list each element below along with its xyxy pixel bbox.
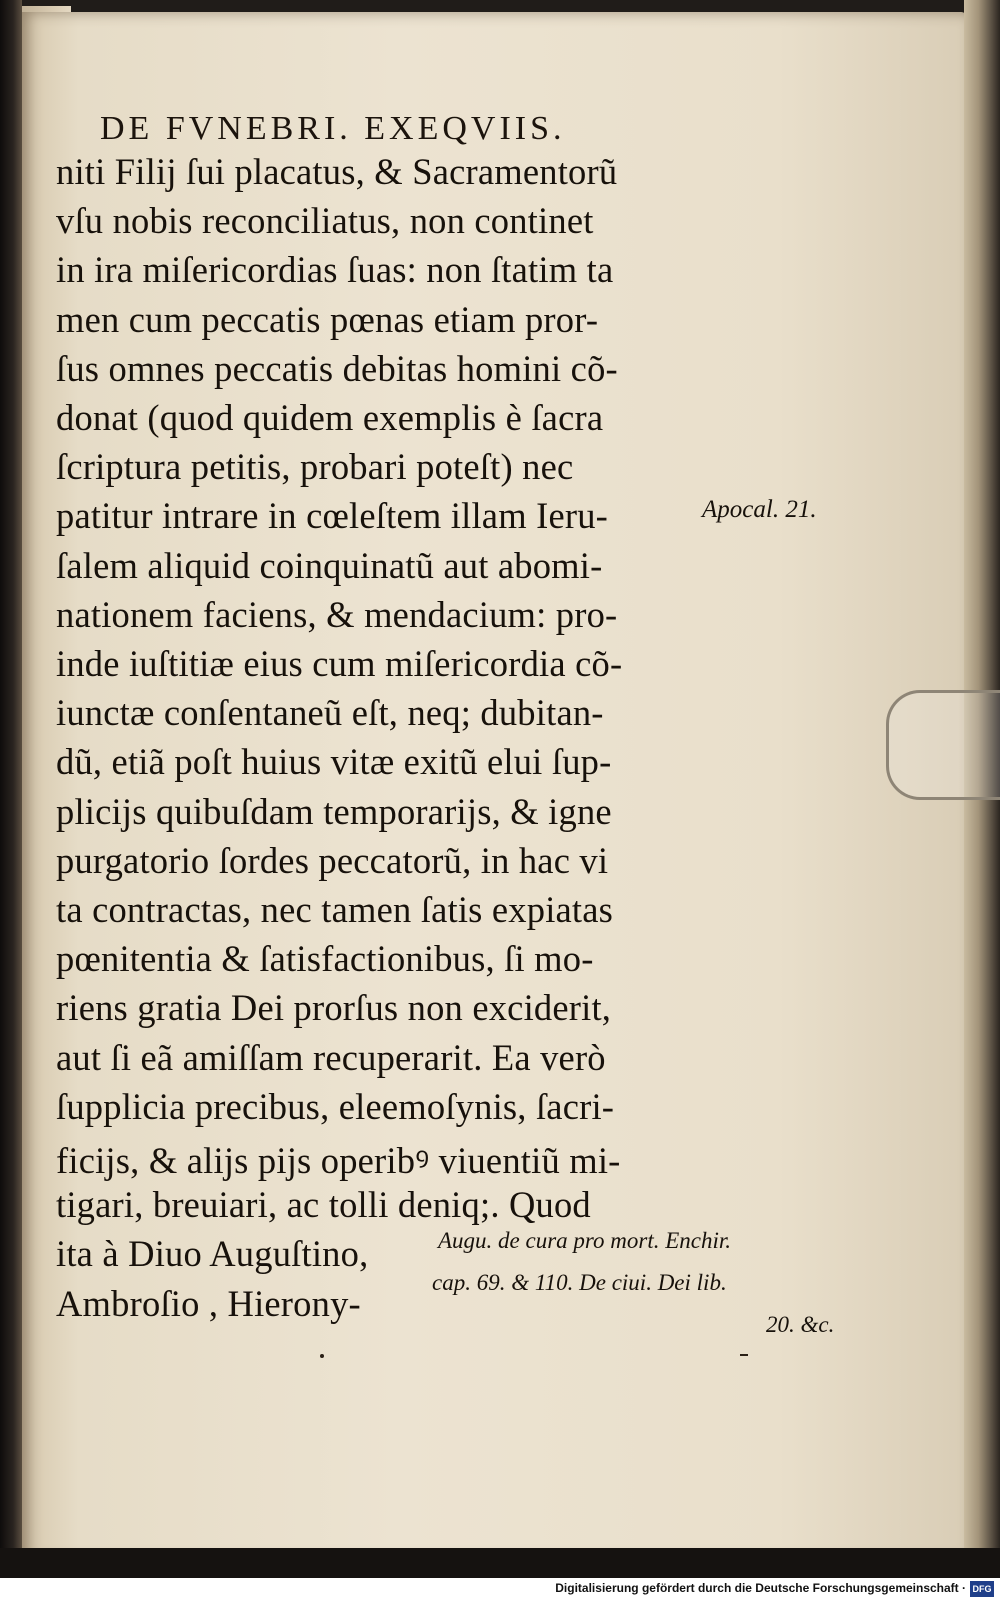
text-line: aut ſi eã amiſſam recuperarit. Ea verò [56, 1036, 606, 1078]
text-line: inde iuſtitiæ eius cum miſericordia cõ- [56, 643, 623, 684]
text-line: ficijs, & alijs pijs operibꝰ viuentiũ mi- [56, 1140, 621, 1181]
text-line: ſcriptura petitis, probari poteſt) nec [56, 446, 574, 488]
ink-speck [320, 1354, 324, 1358]
book-page [22, 12, 967, 1560]
text-line: men cum peccatis pœnas etiam pror- [56, 298, 599, 340]
marginal-note-augustine-line3: 20. &c. [766, 1312, 835, 1337]
text-line: pœnitentia & ſatisfactionibus, ſi mo- [56, 938, 594, 980]
text-line: tigari, breuiari, ac tolli deniq;. Quod [56, 1184, 591, 1226]
dfg-logo: DFG [970, 1581, 994, 1597]
text-line: in ira miſericordias ſuas: non ſtatim ta [56, 249, 614, 291]
text-line: dũ, etiã poſt huius vitæ exitũ elui ſup- [56, 741, 612, 783]
ink-speck [740, 1354, 748, 1356]
text-line: patitur intrare in cœleſtem illam Ieru- [56, 495, 609, 537]
marginal-note-augustine-line2: cap. 69. & 110. De ciui. Dei lib. [432, 1270, 727, 1295]
text-line: ita à Diuo Auguſtino, [56, 1233, 369, 1275]
marginal-note-augustine-line1: Augu. de cura pro mort. Enchir. [438, 1228, 732, 1253]
text-line: riens gratia Dei prorſus non exciderit, [56, 987, 612, 1029]
text-line: plicijs quibuſdam temporarijs, & igne [56, 790, 612, 832]
text-line: ſalem aliquid coinquinatũ aut abomi- [56, 544, 603, 586]
text-line: vſu nobis reconciliatus, non continet [56, 200, 594, 242]
text-line: nationem faciens, & mendacium: pro- [56, 593, 618, 635]
page-clip [886, 690, 1000, 800]
footer-bar [0, 1578, 1000, 1601]
text-line: purgatorio ſordes peccatorũ, in hac vi [56, 839, 609, 881]
marginal-note-apocalypse: Apocal. 21. [702, 496, 817, 523]
text-line: ſus omnes peccatis debitas homini cõ- [56, 347, 618, 389]
text-line: donat (quod quidem exemplis è ſacra [56, 397, 604, 438]
bottom-edge [0, 1548, 1000, 1578]
text-line: iunctæ conſentaneũ eſt, neq; dubitan- [56, 692, 604, 734]
text-line: ſupplicia precibus, eleemoſynis, ſacri- [56, 1085, 615, 1127]
text-line: ta contractas, nec tamen ſatis expiatas [56, 889, 614, 930]
text-line: niti Filij ſui placatus, & Sacramentorũ [56, 151, 618, 192]
book-binding [0, 0, 22, 1560]
footer-credit: Digitalisierung gefördert durch die Deutsche Forschungsgemeinschaft · [555, 1581, 966, 1595]
running-head: DE FVNEBRI. EXEQVIIS. [100, 110, 566, 147]
text-line: Ambroſio , Hierony- [56, 1282, 361, 1324]
